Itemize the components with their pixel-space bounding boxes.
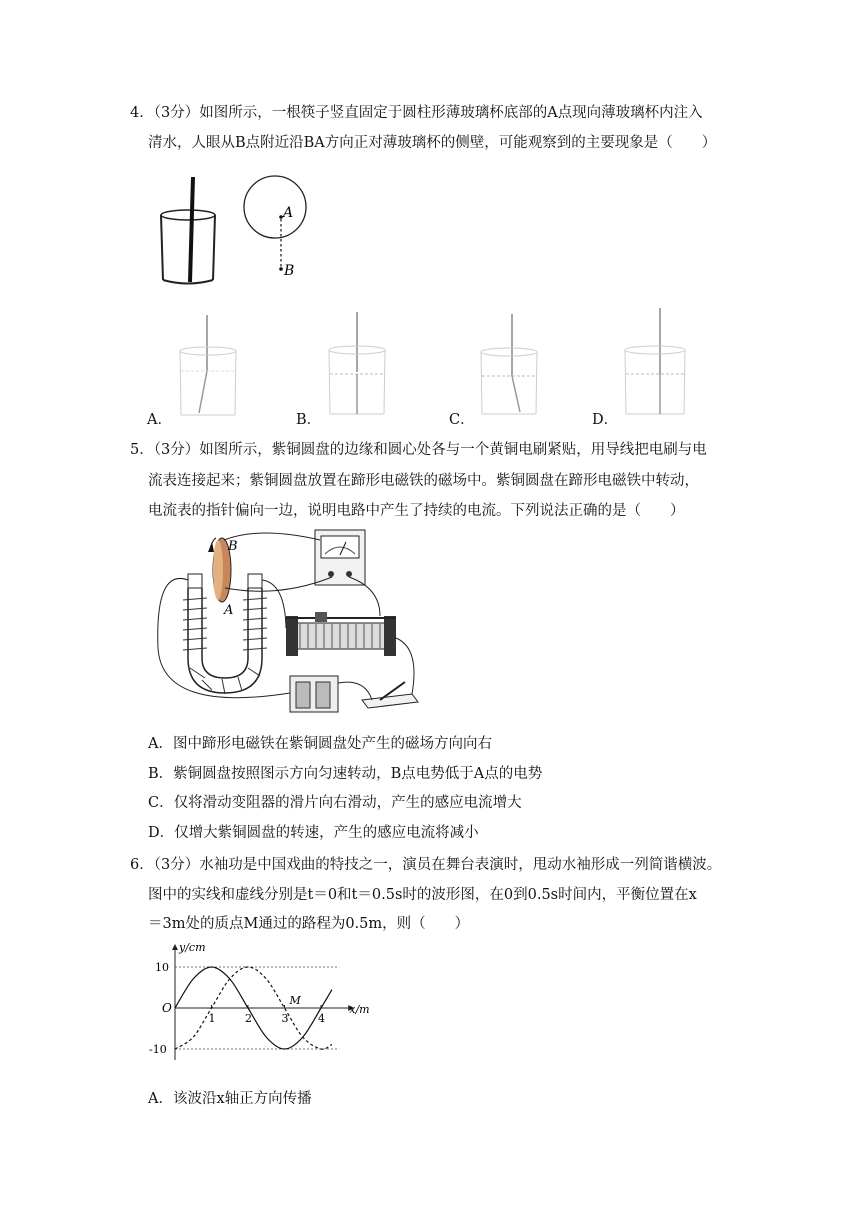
wave-chart: [148, 940, 368, 1065]
q5-figure: [150, 528, 425, 718]
q4-option-a[interactable]: A．: [147, 412, 172, 428]
q4-option-c[interactable]: C．: [449, 412, 475, 428]
q4-option-b[interactable]: B．: [296, 412, 322, 428]
q4-figure: [155, 175, 315, 305]
point-m-label: M: [289, 994, 301, 1007]
q6-line-2: 图中的实线和虚线分别是t＝0和t＝0.5s时的波形图，在0到0.5s时间内，平衡位置在x: [148, 887, 697, 903]
q5-point-b-label: B: [228, 539, 238, 554]
q4-line-1: 4．（3分）如图所示，一根筷子竖直固定于圆柱形薄玻璃杯底部的A点现向薄玻璃杯内注入: [130, 105, 703, 121]
y-tick-label: 10: [155, 961, 169, 974]
x-tick-label: 3: [281, 1012, 289, 1025]
q5-option-d[interactable]: D．仅增大紫铜圆盘的转速，产生的感应电流将减小: [148, 825, 479, 841]
q6-option-a[interactable]: A．该波沿x轴正方向传播: [148, 1091, 312, 1107]
y-axis-label: y/cm: [179, 941, 206, 954]
q4-line-2: 清水，人眼从B点附近沿BA方向正对薄玻璃杯的侧壁，可能观察到的主要现象是（ ）: [148, 135, 717, 151]
q5-option-c[interactable]: C．仅将滑动变阻器的滑片向右滑动，产生的感应电流增大: [148, 795, 522, 811]
q4-option-c-figure: [474, 312, 544, 422]
q4-option-d-figure: [620, 306, 690, 421]
x-axis-label: x/m: [349, 1003, 370, 1016]
q6-line-3: ＝3m处的质点M通过的路程为0.5m，则（ ）: [148, 916, 470, 932]
origin-label: O: [162, 1001, 172, 1015]
q4-point-a-label: A: [283, 205, 294, 221]
q5-line-1: 5．（3分）如图所示，紫铜圆盘的边缘和圆心处各与一个黄铜电刷紧贴，用导线把电刷与电: [130, 442, 707, 458]
q4-option-b-figure: [322, 310, 392, 420]
q5-option-a[interactable]: A．图中蹄形电磁铁在紫铜圆盘处产生的磁场方向向右: [148, 736, 492, 752]
q4-option-d[interactable]: D．: [592, 412, 619, 428]
x-tick-label: 2: [245, 1012, 252, 1025]
q6-line-1: 6．（3分）水袖功是中国戏曲的特技之一，演员在舞台表演时，甩动水袖形成一列简谐横波。: [130, 857, 722, 873]
q5-option-b[interactable]: B．紫铜圆盘按照图示方向匀速转动，B点电势低于A点的电势: [148, 766, 543, 782]
x-tick-label: 4: [318, 1012, 325, 1025]
x-tick-label: 1: [208, 1012, 216, 1025]
y-axis-arrow: [172, 944, 178, 950]
q5-line-2: 流表连接起来；紫铜圆盘放置在蹄形电磁铁的磁场中。紫铜圆盘在蹄形电磁铁中转动，: [148, 473, 699, 489]
y-tick-label: -10: [149, 1043, 167, 1056]
q4-point-b-label: B: [284, 263, 295, 279]
q5-point-a-label: A: [224, 603, 234, 618]
q4-option-a-figure: [175, 313, 245, 423]
q5-line-3: 电流表的指针偏向一边，说明电路中产生了持续的电流。下列说法正确的是（ ）: [148, 503, 685, 519]
